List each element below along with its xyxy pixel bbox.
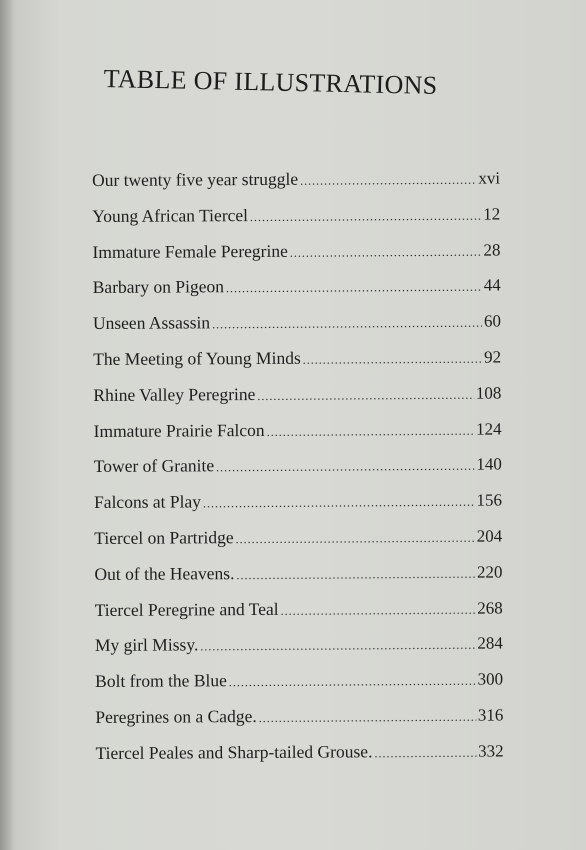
list-item [94, 525, 502, 563]
entry-caption: Tiercel Peregrine and Teal [94, 598, 279, 620]
entry-caption: Unseen Assassin [92, 312, 211, 334]
dot-leader [216, 459, 474, 476]
entry-page-number: 220 [476, 562, 503, 582]
entry-page-number: 92 [484, 347, 502, 367]
list-item [94, 418, 502, 456]
entry-page-number: 300 [477, 669, 504, 689]
list-item [93, 346, 501, 384]
entry-page-number: 108 [475, 383, 502, 403]
entry-caption: Rhine Valley Peregrine [93, 383, 256, 405]
entry-caption: The Meeting of Young Minds [93, 347, 301, 369]
dot-leader [290, 244, 482, 260]
entry-caption: Peregrines on a Cadge. [95, 705, 257, 727]
list-item [95, 704, 503, 742]
entry-page-number: 332 [477, 741, 504, 761]
list-item [94, 490, 502, 528]
dot-leader [267, 423, 475, 439]
dot-leader [200, 638, 475, 655]
list-item [95, 597, 503, 635]
list-item [94, 454, 502, 492]
entry-caption: Out of the Heavens. [94, 562, 235, 584]
entry-page-number: 12 [483, 204, 501, 224]
dot-leader [236, 566, 475, 582]
entry-caption: Barbary on Pigeon [92, 276, 225, 298]
dot-leader [300, 173, 476, 189]
dot-leader [257, 387, 474, 403]
entry-page-number: 204 [476, 526, 503, 546]
entry-caption: My girl Missy. [94, 634, 199, 656]
entry-page-number: 268 [477, 598, 503, 618]
dot-leader [236, 531, 475, 547]
dot-leader [226, 280, 482, 297]
dot-leader [250, 208, 481, 224]
gutter-shadow [0, 0, 14, 850]
dot-leader [303, 352, 483, 368]
dot-leader [281, 602, 476, 618]
entry-page-number: 28 [483, 240, 501, 260]
entry-page-number: xvi [478, 168, 501, 188]
entry-page-number: 140 [476, 454, 502, 475]
dot-leader [259, 710, 476, 726]
list-item [92, 168, 500, 206]
list-item [95, 669, 503, 707]
list-item [93, 382, 501, 420]
dot-leader [203, 495, 475, 512]
entry-caption: Bolt from the Blue [95, 670, 227, 692]
list-item [92, 239, 500, 277]
entry-page-number: 124 [476, 419, 502, 439]
entry-caption: Tiercel Peales and Sharp-tailed Grouse. [95, 741, 373, 763]
entry-page-number: 60 [483, 311, 501, 331]
entry-caption: Young African Tiercel [92, 204, 249, 226]
list-item [93, 275, 501, 313]
entry-page-number: 44 [483, 275, 501, 295]
entry-page-number: 316 [477, 705, 504, 725]
list-item [94, 561, 502, 599]
list-item [95, 740, 503, 778]
list-item [92, 203, 500, 241]
entry-caption: Falcons at Play [93, 491, 202, 513]
list-item [93, 311, 501, 349]
entry-caption: Immature Female Peregrine [92, 240, 288, 262]
entry-page-number: 284 [477, 633, 503, 654]
illustrations-list [92, 168, 504, 779]
page-title: TABLE OF ILLUSTRATIONS [103, 64, 438, 100]
entry-caption: Tower of Granite [93, 455, 215, 477]
entry-page-number: 156 [476, 490, 503, 510]
dot-leader [212, 316, 482, 333]
dot-leader [374, 745, 476, 761]
list-item [95, 633, 503, 671]
entry-caption: Immature Prairie Falcon [93, 419, 265, 441]
entry-caption: Our twenty five year struggle [92, 168, 299, 190]
entry-caption: Tiercel on Partridge [94, 527, 234, 548]
dot-leader [229, 674, 476, 691]
